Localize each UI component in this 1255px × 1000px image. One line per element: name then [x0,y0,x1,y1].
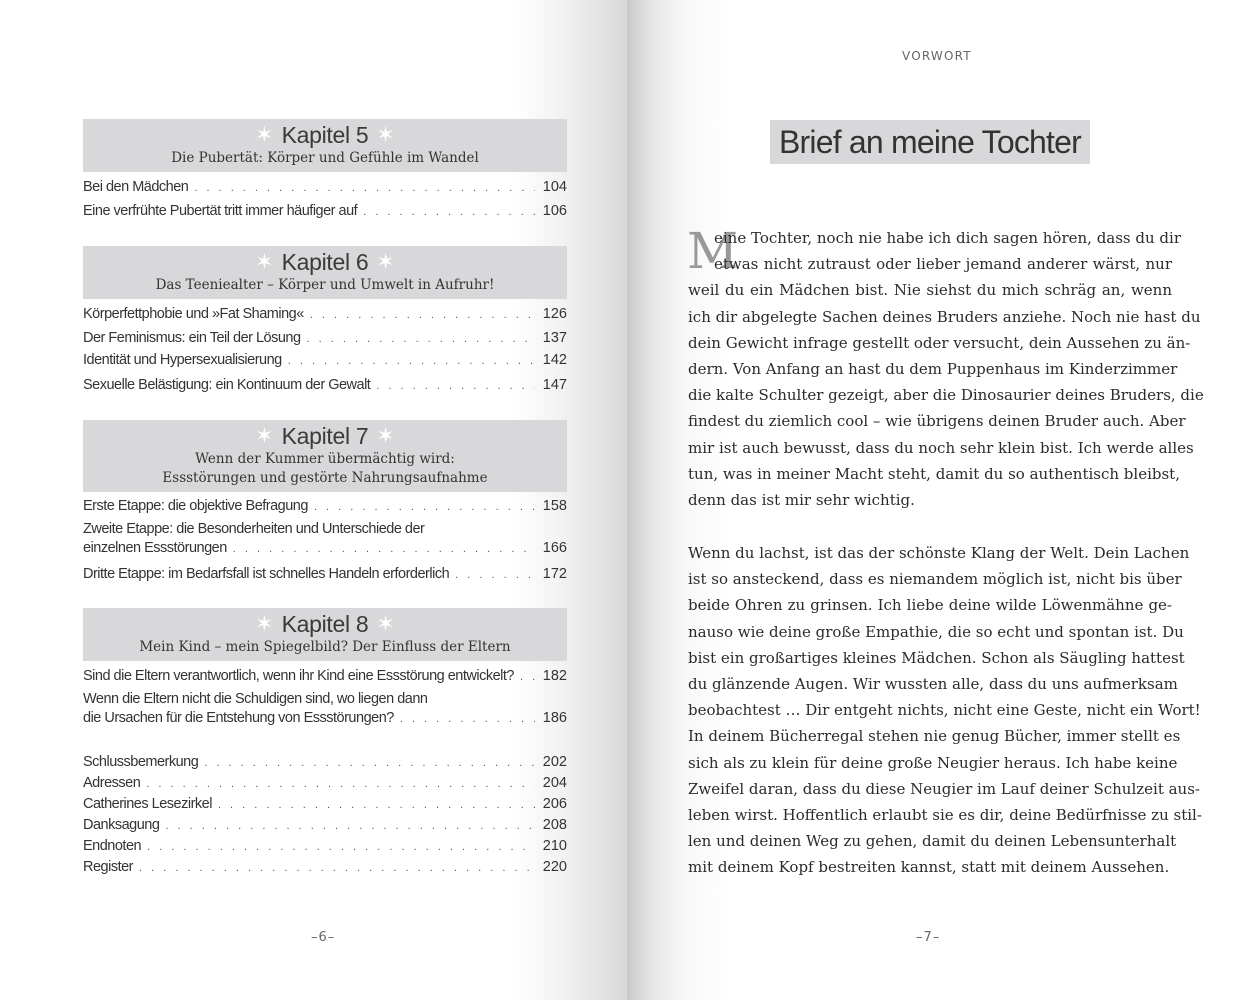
toc-page-number: 206 [542,796,567,812]
toc-entry-title: die Ursachen für die Entstehung von Essstörungen? [83,710,394,726]
toc-entry[interactable] [83,753,567,773]
toc-entry-title: Schlussbemerkung [83,754,199,770]
chapter-label-row [83,246,567,276]
toc-page-number: 104 [542,179,567,195]
chapter-label: Kapitel 7 [281,423,369,449]
toc-page-number: 158 [542,498,567,514]
toc-entry-title: einzelnen Essstörungen [83,540,227,556]
toc-entry[interactable] [83,376,567,396]
toc-page-number: 147 [542,377,567,393]
toc-page-number: 202 [542,754,567,770]
toc-entry-title: Erste Etappe: die objektive Befragung [83,498,308,514]
star-icon: ✶ [376,611,395,637]
text-line: beobachtest … Dir entgeht nichts, nicht eine Geste, nicht ein Wort! [688,701,1201,720]
dot-leader [288,352,535,371]
toc-page-number: 210 [542,838,567,854]
toc-entry-title: Endnoten [83,838,142,854]
toc-entry[interactable] [83,690,567,729]
toc-entry-title: Register [83,859,133,875]
toc-page-number: 220 [542,859,567,875]
dot-leader [233,540,535,559]
chapter-label: Kapitel 5 [281,122,369,148]
text-line: leben wirst. Hoffentlich erlaubt sie es dir, deine Bedürfnisse zu stil- [688,805,1202,824]
text-line: die kalte Schulter gezeigt, aber die Dinosaurier deines Bruders, die [688,386,1204,405]
toc-entry[interactable] [83,351,567,371]
toc-entry-title: Sexuelle Belästigung: ein Kontinuum der Gewalt [83,377,371,393]
text-line: eine Tochter, noch nie habe ich dich sagen hören, dass du dir [714,229,1181,247]
toc-page-number: 204 [542,775,567,791]
toc-entry-title: Bei den Mädchen [83,179,189,195]
toc-page-number: 166 [542,540,567,556]
toc-page-number: 142 [542,352,567,368]
toc-page-number: 126 [542,306,567,322]
star-icon: ✶ [376,423,395,449]
dot-leader [146,775,535,794]
dot-leader [400,710,535,729]
text-line: sich als zu klein für deine große Neugier heraus. Ich habe keine [688,753,1178,772]
toc-entry-title: Dritte Etappe: im Bedarfsfall ist schnelles Handeln erforderlich [83,566,450,582]
text-line: mir ist auch bewusst, dass du noch sehr klein bist. Ich werde alles [688,438,1194,457]
star-icon: ✶ [376,122,395,148]
text-line: du glänzende Augen. Wir wussten alle, dass du uns aufmerksam [688,674,1178,693]
chapter-heading [83,246,567,299]
text-line: Zweifel daran, dass du diese Neugier im Lauf deiner Schulzeit aus- [688,779,1200,798]
toc-entry[interactable] [83,858,567,878]
dot-leader [363,203,535,222]
text-line: denn das ist mir sehr wichtig. [688,490,915,509]
text-line: mit deinem Kopf bestreiten kannst, statt mit deinem Aussehen. [688,858,1170,877]
toc-entry-title: Körperfettphobie und »Fat Shaming« [83,306,304,322]
chapter-heading [83,119,567,172]
toc-entry[interactable] [83,178,567,198]
toc-page-number: 208 [542,817,567,833]
chapter-heading [83,608,567,661]
paragraph-1 [687,222,1204,513]
text-line: nauso wie deine große Empathie, die so echt und spontan ist. Du [688,622,1184,641]
toc-entry-title: Wenn die Eltern nicht die Schuldigen sind, wo liegen dann [83,691,428,707]
page-number-right: –7– [916,930,941,945]
toc-entry[interactable] [83,497,567,517]
toc-entry[interactable] [83,565,567,585]
toc-entry[interactable] [83,795,567,815]
toc-entry[interactable] [83,202,567,222]
toc-entry[interactable] [83,837,567,857]
dot-leader [204,754,534,773]
chapter-label: Kapitel 8 [281,611,369,637]
star-icon: ✶ [255,249,274,275]
toc-entry-title: Danksagung [83,817,160,833]
toc-entry-title: Catherines Lesezirkel [83,796,212,812]
toc-entry[interactable] [83,520,567,559]
text-line: dein Gewicht infrage gestellt oder versucht, dein Aussehen zu än- [688,333,1191,352]
running-head: VORWORT [902,49,972,63]
dot-leader [314,498,535,517]
chapter-title: Brief an meine Tochter [779,123,1081,160]
dot-leader [376,377,534,396]
dot-leader [139,859,535,878]
chapter-subtitle: Essstörungen und gestörte Nahrungsaufnahme [162,470,488,486]
text-line: In deinem Bücherregal stehen nie genug Bücher, immer stellt es [688,727,1181,746]
dot-leader [310,306,535,325]
toc-entry-title: Zweite Etappe: die Besonderheiten und Unterschiede der [83,521,425,537]
toc-page-number: 186 [542,710,567,726]
toc-entry[interactable] [83,774,567,794]
text-line: weil du ein Mädchen bist. Nie siehst du mich schräg an, wenn [688,281,1172,300]
left-page [0,0,627,1000]
text-line: ist so ansteckend, dass es niemandem möglich ist, nicht bis über [688,570,1182,589]
toc-page-number: 182 [542,668,567,684]
paragraph-2 [688,540,1202,880]
toc-entry-title: Eine verfrühte Pubertät tritt immer häufiger auf [83,203,358,219]
text-line: bist ein großartiges kleines Mädchen. Schon als Säugling hattest [688,648,1185,667]
text-line: Wenn du lachst, ist das der schönste Klang der Welt. Dein Lachen [688,544,1190,562]
toc-entry-title: Adressen [83,775,141,791]
toc-entry[interactable] [83,329,567,349]
toc-entry-title: Sind die Eltern verantwortlich, wenn ihr Kind eine Essstörung entwickelt? [83,668,514,684]
drop-cap: M [687,222,739,280]
dot-leader [307,330,535,349]
star-icon: ✶ [255,611,274,637]
dot-leader [218,796,535,815]
star-icon: ✶ [255,423,274,449]
page-number-left: –6– [311,930,336,945]
text-line: dern. Von Anfang an hast du dem Puppenhaus im Kinderzimmer [688,359,1178,378]
chapter-subtitle: Das Teeniealter – Körper und Umwelt in Aufruhr! [155,277,495,293]
toc-entry[interactable] [83,305,567,325]
chapter-subtitle: Mein Kind – mein Spiegelbild? Der Einfluss der Eltern [139,639,511,655]
text-line: beide Ohren zu grinsen. Ich liebe deine wilde Löwenmähne ge- [688,596,1172,615]
chapter-label-row [83,119,567,149]
chapter-subtitle: Wenn der Kummer übermächtig wird: [195,451,455,467]
toc-entry-title: Identität und Hypersexualisierung [83,352,282,368]
toc-entry[interactable] [83,667,567,687]
star-icon: ✶ [255,122,274,148]
toc-entry[interactable] [83,816,567,836]
toc-entry-title: Der Feminismus: ein Teil der Lösung [83,330,301,346]
chapter-subtitle: Die Pubertät: Körper und Gefühle im Wandel [171,150,479,166]
chapter-label: Kapitel 6 [281,249,369,275]
toc-page-number: 172 [542,566,567,582]
toc-page-number: 106 [542,203,567,219]
dot-leader [455,566,535,585]
text-line: len und deinen Weg zu gehen, damit du deinen Lebensunterhalt [688,832,1177,851]
star-icon: ✶ [376,249,395,275]
chapter-heading [83,420,567,492]
text-line: ich dir abgelegte Sachen deines Bruders anziehe. Noch nie hast du [688,307,1201,326]
dot-leader [165,817,534,836]
chapter-label-row [83,420,567,450]
dot-leader [194,179,534,198]
toc-page-number: 137 [542,330,567,346]
chapter-label-row [83,608,567,638]
text-line: etwas nicht zutraust oder lieber jemand anderer wärst, nur [714,255,1172,274]
text-line: tun, was in meiner Macht steht, damit du so authentisch bleibst, [688,464,1180,483]
text-line: findest du ziemlich cool – wie übrigens deinen Bruder auch. Aber [688,412,1186,431]
dot-leader [147,838,535,857]
chapter-title-box [770,120,1090,164]
dot-leader [520,668,535,687]
